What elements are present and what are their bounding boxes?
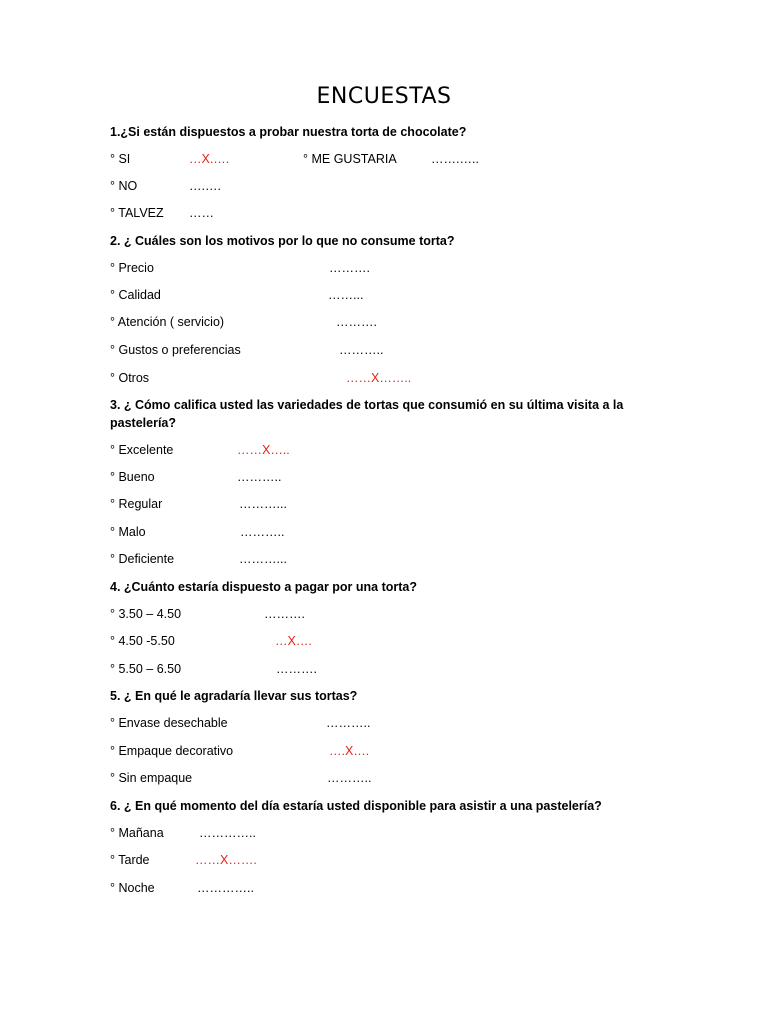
option-answer-marked: ……X…….: [195, 853, 257, 867]
option-label: ° Malo: [110, 525, 146, 539]
option-answer: ………...: [239, 552, 287, 566]
question-4: 4. ¿Cuánto estaría dispuesto a pagar por una torta?: [110, 580, 417, 594]
option-label: ° Otros: [110, 371, 150, 385]
option-label: ° NO: [110, 179, 138, 193]
option-answer: ……….: [329, 261, 370, 275]
option-label: ° Precio: [110, 261, 154, 275]
question-5: 5. ¿ En qué le agradaría llevar sus tortas?: [110, 689, 358, 703]
option-label: ° Gustos o preferencias: [110, 343, 241, 357]
option-label: ° Excelente: [110, 443, 174, 457]
option-answer-marked: ……X…..: [237, 443, 290, 457]
option-label: ° Atención ( servicio): [110, 315, 225, 329]
question-1: 1.¿Si están dispuestos a probar nuestra torta de chocolate?: [110, 125, 467, 139]
option-label: ° 4.50 -5.50: [110, 634, 175, 648]
option-label: ° Calidad: [110, 288, 161, 302]
option-answer: …………..: [199, 826, 256, 840]
option-label: ° 3.50 – 4.50: [110, 607, 182, 621]
option-answer: ………..: [326, 716, 371, 730]
option-answer: ………..: [240, 525, 285, 539]
option-answer: ….….: [189, 179, 221, 193]
option-label: ° Deficiente: [110, 552, 175, 566]
option-answer-marked: …X.….: [189, 152, 230, 166]
question-3: 3. ¿ Cómo califica usted las variedades de tortas que consumió en su última visita a la pastelería?: [110, 398, 624, 430]
question-2: 2. ¿ Cuáles son los motivos por lo que no consume torta?: [110, 234, 455, 248]
option-answer: ……...: [328, 288, 364, 302]
option-label: ° Mañana: [110, 826, 164, 840]
option-label: ° Regular: [110, 497, 163, 511]
option-answer: ……: [189, 206, 214, 220]
option-answer: …….…..: [431, 152, 479, 166]
option-answer: ………...: [239, 497, 287, 511]
option-answer: …………..: [197, 881, 254, 895]
option-answer-marked: ….X….: [329, 744, 370, 758]
option-label: ° 5.50 – 6.50: [110, 662, 182, 676]
option-answer: ………..: [327, 771, 372, 785]
option-answer-marked: ……X……..: [346, 371, 412, 385]
option-answer-marked: …X….: [275, 634, 312, 648]
page-title: ENCUESTAS: [316, 84, 452, 109]
option-label: ° Bueno: [110, 470, 155, 484]
option-label: ° Sin empaque: [110, 771, 193, 785]
option-label: ° ME GUSTARIA: [303, 152, 397, 166]
option-label: ° SI: [110, 152, 131, 166]
option-label: ° Envase desechable: [110, 716, 228, 730]
option-label: ° Tarde: [110, 853, 150, 867]
option-answer: ……….: [336, 315, 377, 329]
question-6: 6. ¿ En qué momento del día estaría usted disponible para asistir a una pastelería?: [110, 799, 602, 813]
option-answer: ………..: [339, 343, 384, 357]
option-label: ° Noche: [110, 881, 155, 895]
option-answer: ………..: [237, 470, 282, 484]
option-answer: ……….: [276, 662, 317, 676]
option-answer: ……….: [264, 607, 305, 621]
option-label: ° Empaque decorativo: [110, 744, 234, 758]
option-label: ° TALVEZ: [110, 206, 164, 220]
